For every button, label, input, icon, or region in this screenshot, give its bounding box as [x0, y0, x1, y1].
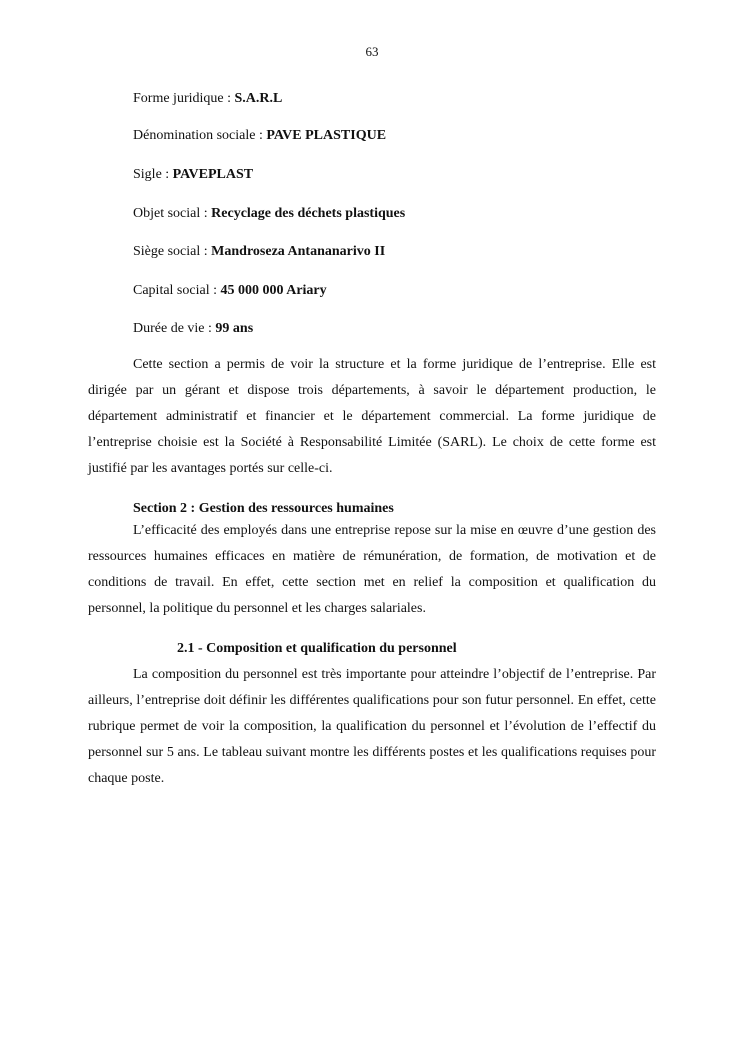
field-duree-de-vie	[133, 320, 253, 338]
field-denomination-sociale	[133, 127, 386, 145]
paragraph-text: La composition du personnel est très importante pour atteindre l’objectif de l’entreprise. Par ailleurs, l’entreprise doit définir les différentes qualifications pour son futur personnel. En effet, cette rubrique permet de voir la composition, la qualification du personnel et l’évolution de l’effectif du personnel sur 5 ans. Le tableau suivant montre les différents postes et les qualifications requises pour chaque poste.	[88, 667, 656, 786]
field-capital-social	[133, 282, 327, 300]
field-value: PAVEPLAST	[172, 167, 254, 182]
field-label: Objet social :	[133, 206, 212, 221]
paragraph-text: L’efficacité des employés dans une entreprise repose sur la mise en œuvre d’une gestion des ressources humaines efficaces en matière de rémunération, de formation, de motivation et de conditions de travail. En effet, cette section met en relief la composition et qualification du personnel, la politique du personnel et les charges salariales.	[88, 523, 656, 616]
field-value: 99 ans	[215, 321, 254, 336]
paragraph-text: Cette section a permis de voir la structure et la forme juridique de l’entreprise. Elle est dirigée par un gérant et dispose trois départements, à savoir le département production, le département administratif et financier et le département commercial. La forme juridique de l’entreprise choisie est la Société à Responsabilité Limitée (SARL). Le choix de cette forme est justifié par les avantages portés sur celle-ci.	[88, 357, 656, 476]
section-2-heading: Section 2 : Gestion des ressources humaines	[133, 501, 394, 516]
field-objet-social	[133, 205, 405, 223]
field-label: Capital social :	[133, 283, 221, 298]
page-number: 63	[365, 44, 379, 59]
paragraph-section2-intro	[88, 518, 656, 622]
field-value: Mandroseza Antananarivo II	[211, 244, 386, 259]
field-label: Siège social :	[133, 244, 212, 259]
field-label: Sigle :	[133, 167, 173, 182]
field-sigle	[133, 166, 253, 184]
field-value: PAVE PLASTIQUE	[266, 128, 387, 143]
paragraph-structure	[88, 352, 656, 482]
field-value: Recyclage des déchets plastiques	[211, 206, 406, 221]
subsection-2-1-heading: 2.1 - Composition et qualification du personnel	[177, 641, 457, 656]
field-label: Dénomination sociale :	[133, 128, 267, 143]
field-label: Durée de vie :	[133, 321, 216, 336]
field-value: 45 000 000 Ariary	[220, 283, 327, 298]
field-label: Forme juridique :	[133, 91, 235, 106]
paragraph-composition	[88, 662, 656, 792]
field-forme-juridique	[133, 90, 282, 108]
field-value: S.A.R.L	[234, 91, 283, 106]
field-siege-social	[133, 243, 385, 261]
